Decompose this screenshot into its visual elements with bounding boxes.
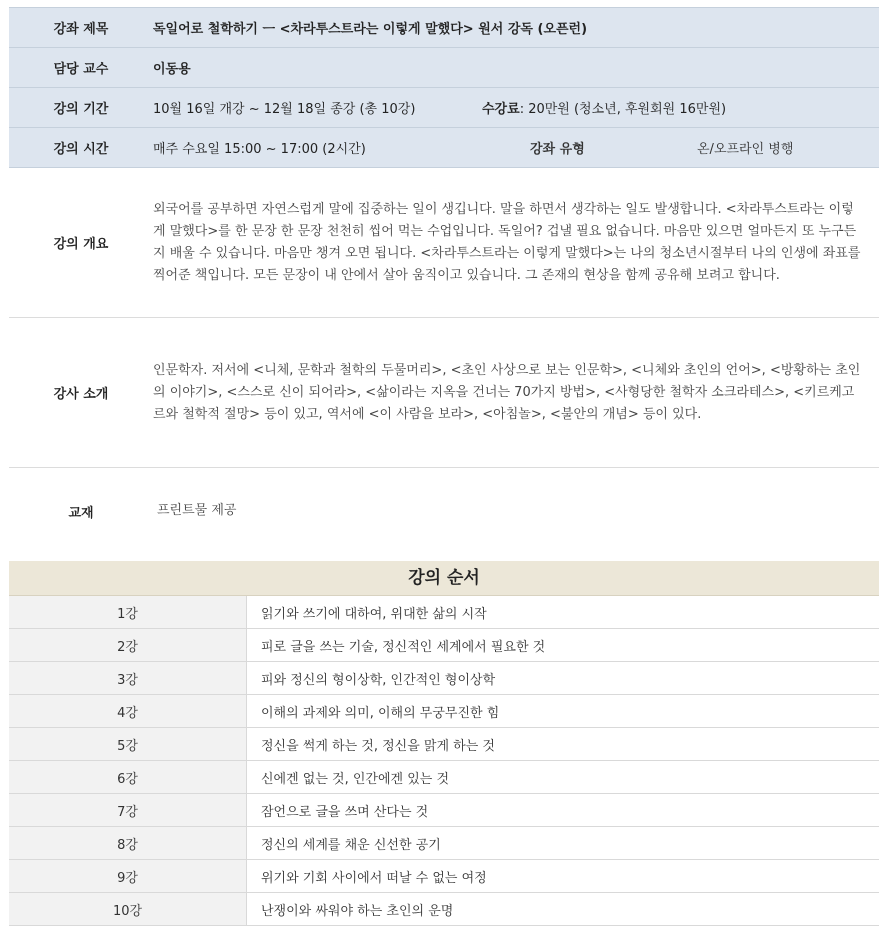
- professor-value: 이동용: [153, 62, 191, 77]
- lecture-row: [9, 860, 879, 893]
- lecture-title: 난쟁이와 싸워야 하는 초인의 운명: [261, 903, 454, 919]
- fee-label: 수강료: [482, 102, 520, 117]
- overview-text: 외국어를 공부하면 자연스럽게 말에 집중하는 일이 생깁니다. 말을 하면서 생각하는 일도 발생합니다. <차라투스트라는 이렇게 말했다>를 한 문장 한 문장 천천히 씹어 먹는 수업입니다. 독일어? 겁낼 필요 없습니다. 마음만 있으면 얼마든지 또 누구든지 배울 수 있습니다. 마음만 챙겨 오면 됩니다. <차라투스트라는 이렇게 말했다>는 나의 청소년시절부터 나의 인생에 좌표를 찍어준 책입니다. 모든 문장이 내 안에서 살아 움직이고 있습니다. 그 존재의 현상을 함께 공유해 보려고 합니다.: [153, 201, 861, 283]
- lecture-number: 10강: [9, 893, 247, 925]
- type-label: 강좌 유형: [530, 142, 585, 157]
- lecture-row: [9, 893, 879, 926]
- time-label: 강의 시간: [53, 142, 109, 157]
- info-table: [9, 7, 879, 168]
- type-value: 온/오프라인 병행: [697, 142, 794, 157]
- lecture-row: [9, 629, 879, 662]
- lecture-number: 3강: [9, 662, 247, 694]
- professor-label: 담당 교수: [53, 62, 109, 77]
- lecture-row: [9, 761, 879, 794]
- lecture-number: 4강: [9, 695, 247, 727]
- lecture-title: 이해의 과제와 의미, 이해의 무궁무진한 힘: [261, 705, 500, 721]
- lecture-number: 5강: [9, 728, 247, 760]
- lecture-row: [9, 794, 879, 827]
- info-row-title: [9, 7, 879, 48]
- lecture-number: 8강: [9, 827, 247, 859]
- overview-section: [9, 168, 879, 318]
- title-value: 독일어로 철학하기 ㅡ <차라투스트라는 이렇게 말했다> 원서 강독 (오픈런): [153, 22, 588, 37]
- fee-info: [482, 98, 726, 117]
- lecture-number: 6강: [9, 761, 247, 793]
- lecture-title: 읽기와 쓰기에 대하여, 위대한 삶의 시작: [261, 606, 487, 622]
- info-row-period: [9, 88, 879, 128]
- lecture-row: [9, 695, 879, 728]
- course-info-page: [9, 7, 879, 926]
- lecture-title: 정신의 세계를 채운 신선한 공기: [261, 837, 441, 853]
- instructor-section: [9, 318, 879, 468]
- textbook-value: 프린트물 제공: [157, 503, 237, 518]
- instructor-text: 인문학자. 저서에 <니체, 문학과 철학의 두물머리>, <초인 사상으로 보는 인문학>, <니체와 초인의 언어>, <방황하는 초인의 이야기>, <스스로 신이 되어라>, <삶이라는 지옥을 건너는 70가지 방법>, <사형당한 철학자 소크라테스>, <키르케고르와 철학적 절망> 등이 있고, 역서에 <이 사람을 보라>, <아침놀>, <불안의 개념> 등이 있다.: [153, 362, 861, 422]
- fee-value: : 20만원 (청소년, 후원회원 16만원): [519, 102, 727, 117]
- lecture-title: 정신을 썩게 하는 것, 정신을 맑게 하는 것: [261, 738, 495, 754]
- info-row-professor: [9, 48, 879, 88]
- lecture-number: 2강: [9, 629, 247, 661]
- lecture-row: [9, 662, 879, 695]
- period-value: 10월 16일 개강 ~ 12월 18일 종강 (총 10강): [153, 102, 416, 117]
- overview-label: 강의 개요: [53, 237, 109, 252]
- textbook-label: 교재: [68, 505, 94, 521]
- time-value: 매주 수요일 15:00 ~ 17:00 (2시간): [153, 142, 366, 157]
- lecture-number: 1강: [9, 596, 247, 628]
- lecture-title: 피와 정신의 형이상학, 인간적인 형이상학: [261, 672, 496, 688]
- lecture-title: 위기와 기회 사이에서 떠날 수 없는 여정: [261, 870, 487, 886]
- lecture-number: 9강: [9, 860, 247, 892]
- info-row-time: [9, 128, 879, 168]
- lecture-row: [9, 827, 879, 860]
- lecture-title: 잠언으로 글을 쓰며 산다는 것: [261, 804, 429, 820]
- instructor-label: 강사 소개: [53, 387, 109, 402]
- lecture-title: 신에겐 없는 것, 인간에겐 있는 것: [261, 771, 450, 787]
- title-label: 강좌 제목: [53, 22, 109, 37]
- lecture-order-table: [9, 561, 879, 926]
- lecture-row: [9, 728, 879, 761]
- textbook-section: [9, 468, 879, 554]
- lecture-number: 7강: [9, 794, 247, 826]
- lecture-row: [9, 596, 879, 629]
- lecture-order-title: 강의 순서: [9, 561, 879, 596]
- lecture-title: 피로 글을 쓰는 기술, 정신적인 세계에서 필요한 것: [261, 639, 546, 655]
- period-label: 강의 기간: [53, 102, 109, 117]
